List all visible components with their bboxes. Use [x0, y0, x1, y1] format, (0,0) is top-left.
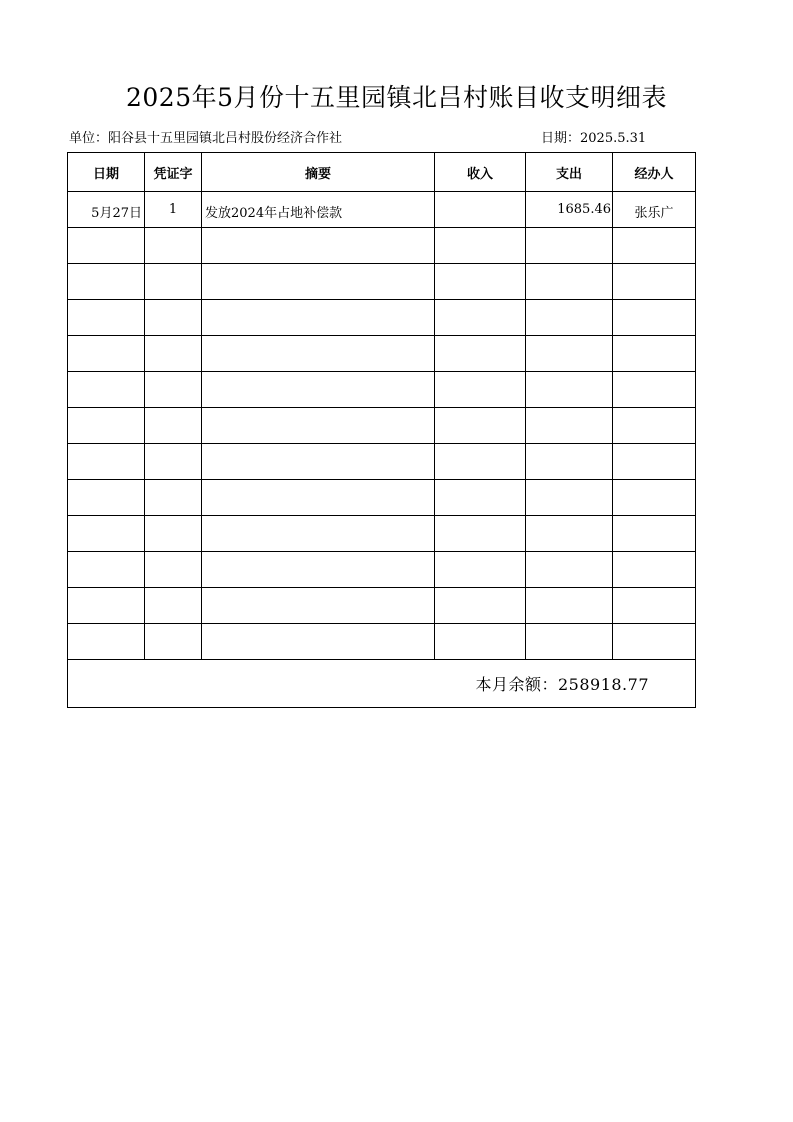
- cell-expense: [526, 480, 613, 516]
- cell-income: [435, 228, 526, 264]
- cell-summary: [202, 408, 435, 444]
- cell-handler: [613, 372, 696, 408]
- cell-expense: 1685.46: [526, 192, 613, 228]
- table-row: [68, 192, 696, 228]
- cell-voucher: [145, 336, 202, 372]
- cell-summary: [202, 516, 435, 552]
- cell-summary: [202, 228, 435, 264]
- table-row: [68, 480, 696, 516]
- cell-date: [68, 480, 145, 516]
- table-row: [68, 408, 696, 444]
- table-row: [68, 300, 696, 336]
- report-date: 日期：2025.5.31: [541, 131, 647, 146]
- cell-date: [68, 408, 145, 444]
- cell-income: [435, 480, 526, 516]
- cell-expense: [526, 588, 613, 624]
- cell-handler: [613, 588, 696, 624]
- header-summary: 摘要: [202, 153, 435, 192]
- cell-handler: [613, 552, 696, 588]
- cell-voucher: [145, 624, 202, 660]
- cell-summary: [202, 552, 435, 588]
- cell-income: [435, 588, 526, 624]
- table-row: [68, 228, 696, 264]
- table-row: [68, 552, 696, 588]
- cell-summary: 发放2024年占地补偿款: [202, 192, 435, 228]
- cell-handler: 张乐广: [613, 192, 696, 228]
- cell-date: 5月27日: [68, 192, 145, 228]
- cell-income: [435, 408, 526, 444]
- cell-expense: [526, 408, 613, 444]
- cell-expense: [526, 444, 613, 480]
- cell-date: [68, 624, 145, 660]
- table-row: [68, 264, 696, 300]
- balance-row: [68, 660, 696, 708]
- cell-income: [435, 516, 526, 552]
- header-handler: 经办人: [613, 153, 696, 192]
- cell-handler: [613, 228, 696, 264]
- table-row: [68, 588, 696, 624]
- cell-handler: [613, 516, 696, 552]
- table-row: [68, 444, 696, 480]
- cell-date: [68, 336, 145, 372]
- cell-handler: [613, 480, 696, 516]
- cell-summary: [202, 480, 435, 516]
- cell-expense: [526, 336, 613, 372]
- cell-date: [68, 552, 145, 588]
- cell-summary: [202, 588, 435, 624]
- header-date: 日期: [68, 153, 145, 192]
- table-row: [68, 516, 696, 552]
- header-voucher: 凭证字: [145, 153, 202, 192]
- cell-voucher: [145, 588, 202, 624]
- cell-voucher: 1: [145, 192, 202, 228]
- cell-expense: [526, 264, 613, 300]
- cell-voucher: [145, 372, 202, 408]
- cell-date: [68, 444, 145, 480]
- cell-date: [68, 516, 145, 552]
- header-row: [68, 153, 696, 192]
- cell-income: [435, 372, 526, 408]
- cell-voucher: [145, 480, 202, 516]
- cell-handler: [613, 408, 696, 444]
- cell-handler: [613, 444, 696, 480]
- cell-expense: [526, 300, 613, 336]
- ledger-table: [67, 152, 696, 708]
- cell-summary: [202, 624, 435, 660]
- cell-income: [435, 552, 526, 588]
- cell-voucher: [145, 444, 202, 480]
- cell-voucher: [145, 552, 202, 588]
- cell-summary: [202, 372, 435, 408]
- cell-expense: [526, 624, 613, 660]
- organization-unit: 单位：阳谷县十五里园镇北吕村股份经济合作社: [69, 131, 343, 146]
- cell-voucher: [145, 300, 202, 336]
- cell-date: [68, 228, 145, 264]
- cell-income: [435, 192, 526, 228]
- cell-date: [68, 264, 145, 300]
- cell-summary: [202, 300, 435, 336]
- cell-voucher: [145, 408, 202, 444]
- cell-income: [435, 444, 526, 480]
- table-row: [68, 372, 696, 408]
- cell-summary: [202, 444, 435, 480]
- cell-summary: [202, 336, 435, 372]
- cell-expense: [526, 516, 613, 552]
- cell-date: [68, 588, 145, 624]
- cell-handler: [613, 300, 696, 336]
- cell-expense: [526, 552, 613, 588]
- cell-income: [435, 300, 526, 336]
- cell-income: [435, 264, 526, 300]
- cell-handler: [613, 336, 696, 372]
- cell-handler: [613, 264, 696, 300]
- page-title: 2025年5月份十五里园镇北吕村账目收支明细表: [125, 83, 668, 112]
- header-income: 收入: [435, 153, 526, 192]
- cell-handler: [613, 624, 696, 660]
- table-row: [68, 336, 696, 372]
- cell-voucher: [145, 228, 202, 264]
- cell-summary: [202, 264, 435, 300]
- header-expense: 支出: [526, 153, 613, 192]
- cell-expense: [526, 228, 613, 264]
- cell-voucher: [145, 516, 202, 552]
- cell-voucher: [145, 264, 202, 300]
- monthly-balance: 本月余额：258918.77: [68, 660, 696, 708]
- cell-expense: [526, 372, 613, 408]
- cell-income: [435, 336, 526, 372]
- cell-date: [68, 300, 145, 336]
- cell-income: [435, 624, 526, 660]
- table-row: [68, 624, 696, 660]
- cell-date: [68, 372, 145, 408]
